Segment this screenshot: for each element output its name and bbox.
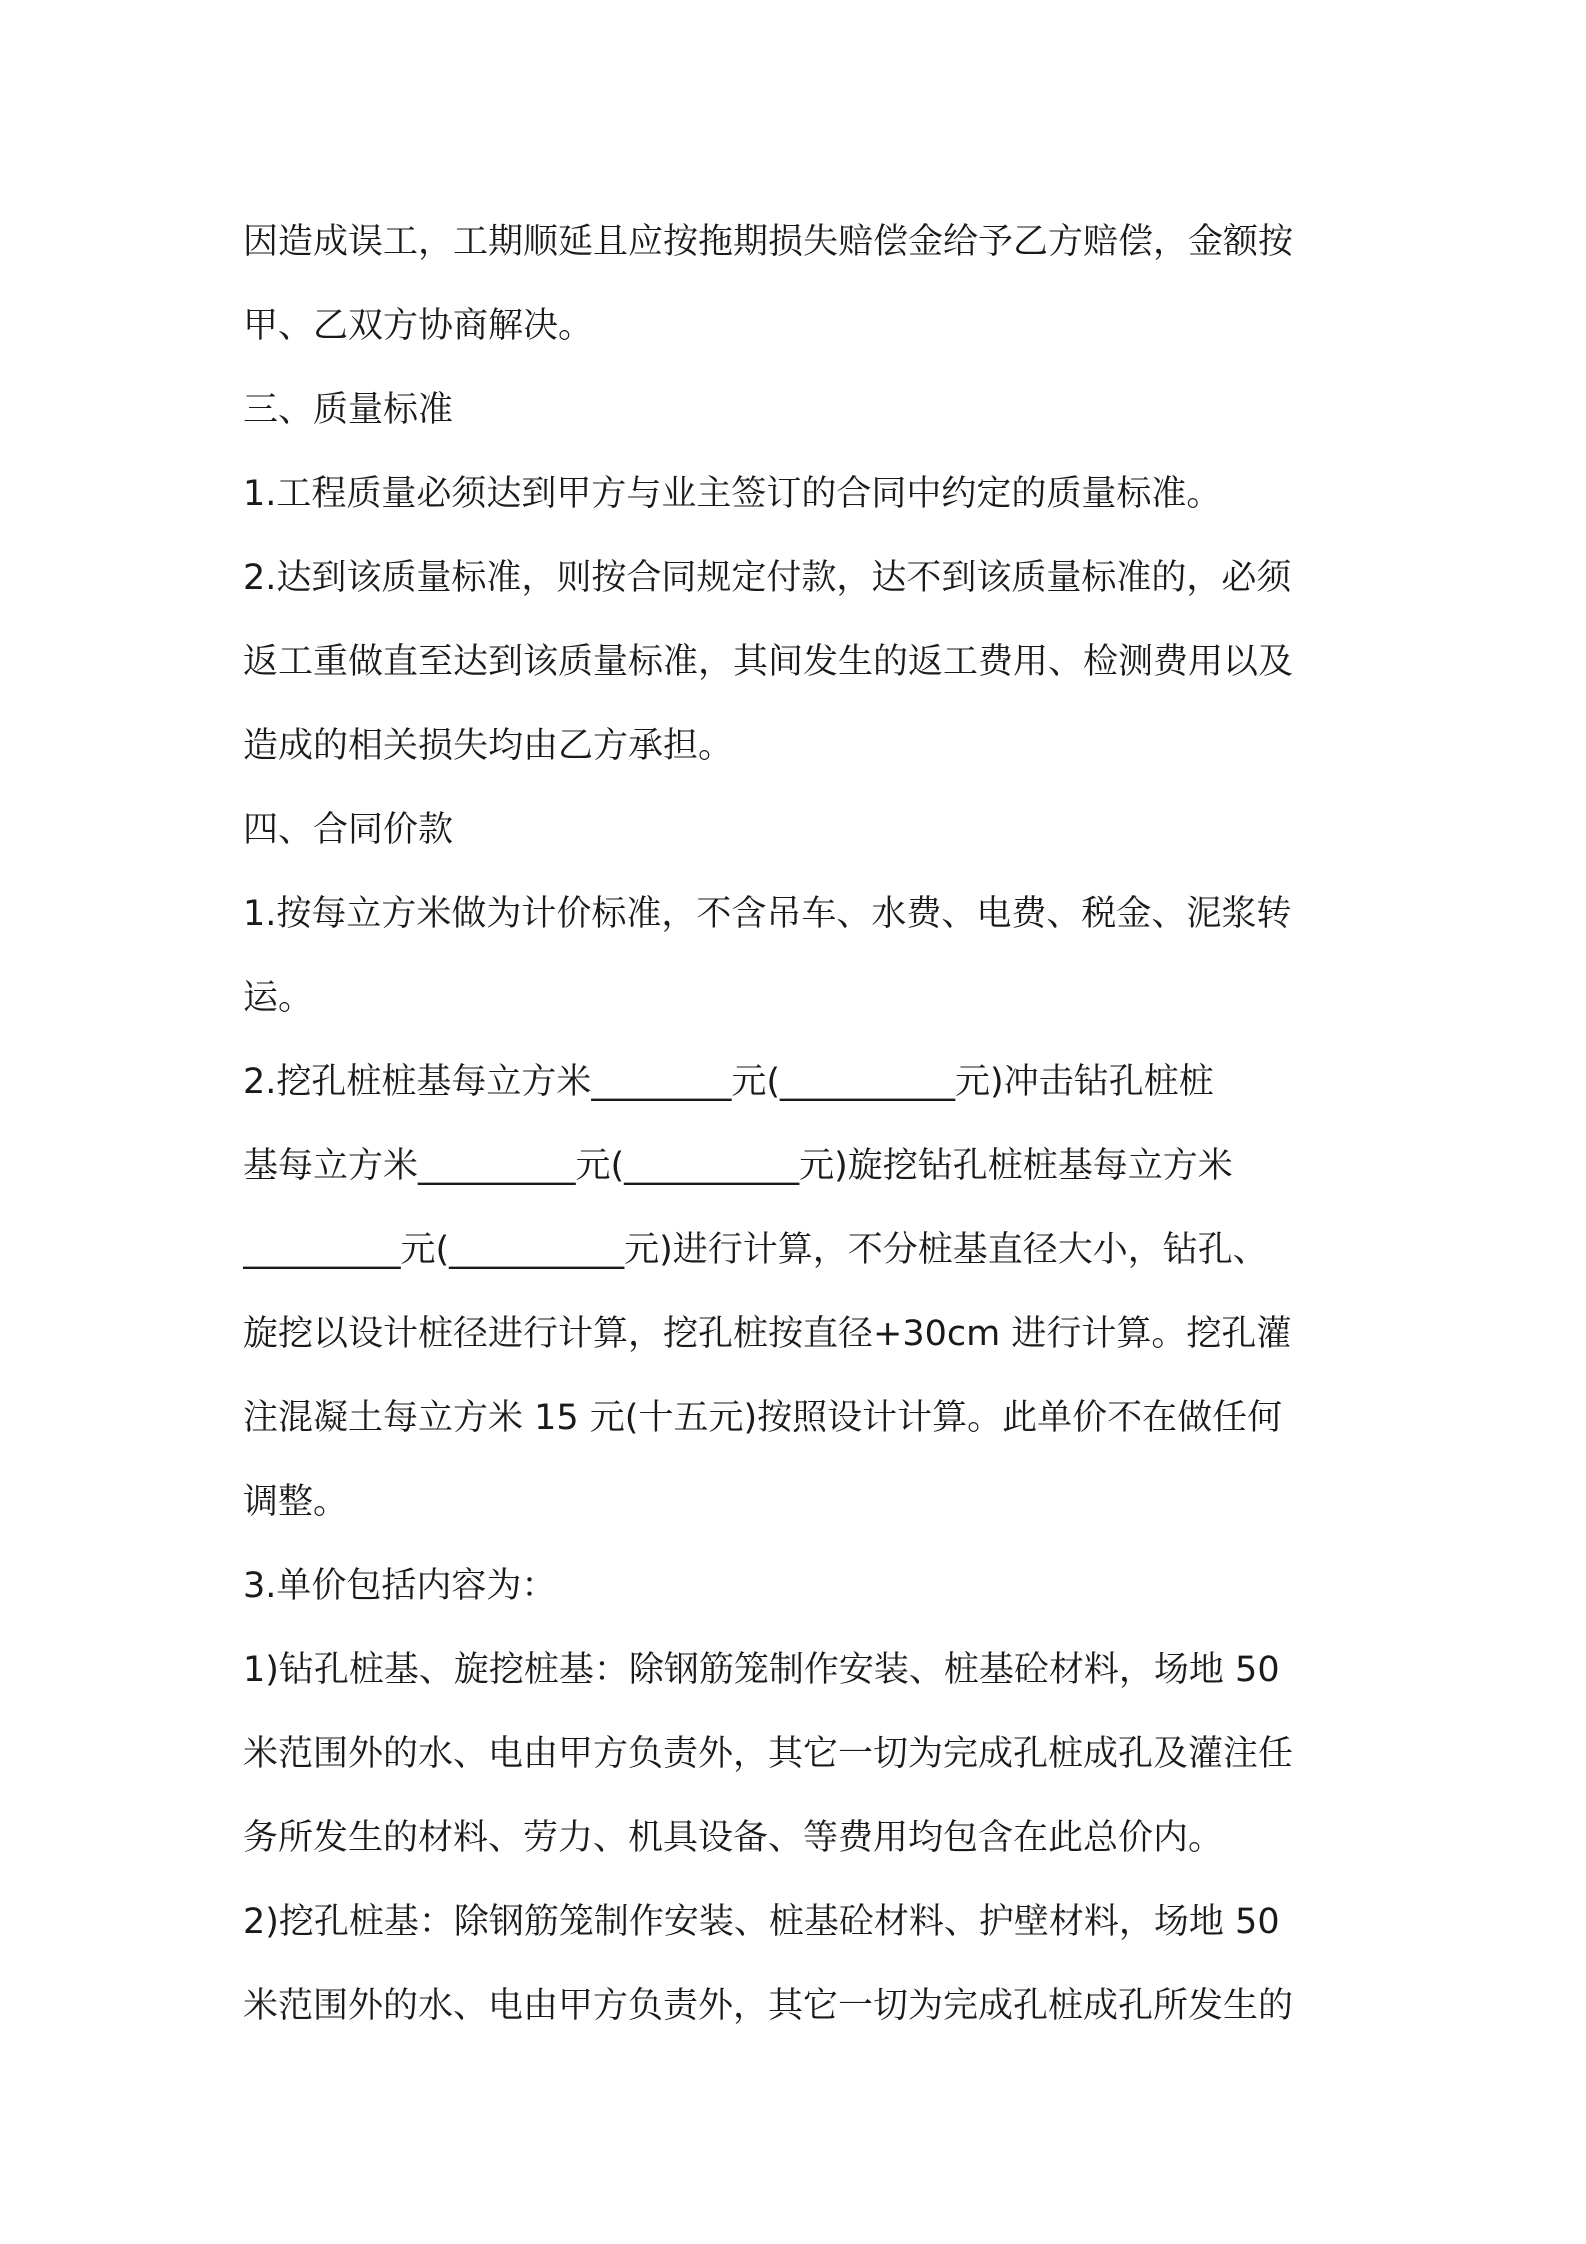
paragraph-line: 1.工程质量必须达到甲方与业主签订的合同中约定的质量标准。 [243, 474, 1222, 514]
section-heading: 三、质量标准 [243, 390, 454, 430]
section-heading: 四、合同价款 [243, 810, 454, 850]
paragraph-line: 运。 [243, 978, 314, 1018]
paragraph-line: 3.单价包括内容为： [243, 1566, 557, 1606]
paragraph-line: 米范围外的水、电由甲方负责外，其它一切为完成孔桩成孔所发生的 [243, 1986, 1294, 2026]
document-body [243, 200, 1353, 2048]
paragraph-line: 造成的相关损失均由乙方承担。 [243, 726, 734, 766]
paragraph-line: 甲、乙双方协商解决。 [243, 306, 594, 346]
paragraph-line: 2.达到该质量标准，则按合同规定付款，达不到该质量标准的，必须 [243, 558, 1292, 598]
paragraph-line: 因造成误工，工期顺延且应按拖期损失赔偿金给予乙方赔偿，金额按 [243, 222, 1294, 262]
paragraph-line: 2.挖孔桩桩基每立方米________元(__________元)冲击钻孔桩桩 [243, 1062, 1214, 1102]
paragraph-line: _________元(__________元)进行计算，不分桩基直径大小，钻孔、 [243, 1230, 1268, 1270]
paragraph-line: 1)钻孔桩基、旋挖桩基：除钢筋笼制作安装、桩基砼材料，场地 50 [243, 1650, 1280, 1690]
paragraph-line: 返工重做直至达到该质量标准，其间发生的返工费用、检测费用以及 [243, 642, 1294, 682]
paragraph-line: 米范围外的水、电由甲方负责外，其它一切为完成孔桩成孔及灌注任 [243, 1734, 1294, 1774]
paragraph-line: 务所发生的材料、劳力、机具设备、等费用均包含在此总价内。 [243, 1818, 1224, 1858]
paragraph-line: 注混凝土每立方米 15 元(十五元)按照设计计算。此单价不在做任何 [243, 1398, 1283, 1438]
paragraph-line: 旋挖以设计桩径进行计算，挖孔桩按直径+30cm 进行计算。挖孔灌 [243, 1314, 1292, 1354]
paragraph-line: 2)挖孔桩基：除钢筋笼制作安装、桩基砼材料、护壁材料，场地 50 [243, 1902, 1280, 1942]
paragraph-line: 1.按每立方米做为计价标准，不含吊车、水费、电费、税金、泥浆转 [243, 894, 1292, 934]
paragraph-line: 调整。 [243, 1482, 349, 1522]
paragraph-line: 基每立方米_________元(__________元)旋挖钻孔桩桩基每立方米 [243, 1146, 1233, 1186]
